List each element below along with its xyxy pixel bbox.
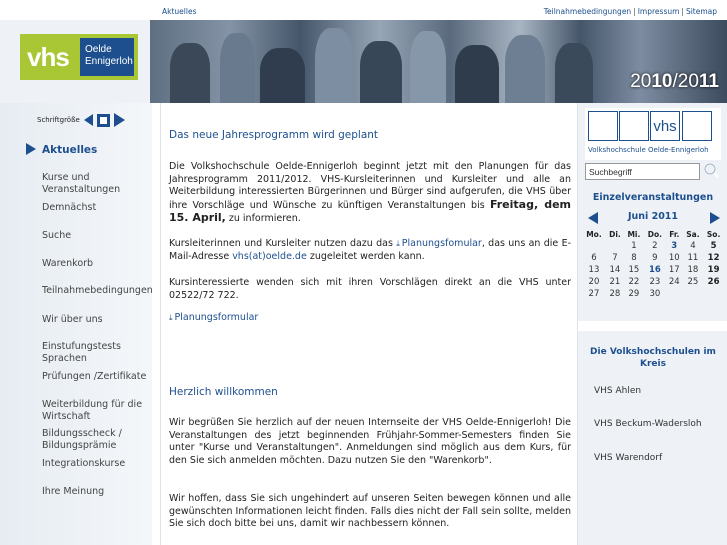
calendar-empty-cell xyxy=(683,288,704,300)
paragraph-text: Kursleiterinnen und Kursleiter nutzen dazu das xyxy=(169,238,397,249)
paragraph-text: , das uns an die E-Mail-Adresse xyxy=(169,238,571,262)
nav-item-wir-ueber-uns[interactable]: Wir über uns xyxy=(42,314,103,325)
calendar-day: 8 xyxy=(631,253,637,263)
paragraph-text: Die Volkshochschule Oelde-Ennigerloh beginnt jetzt mit den Planungen für das Jahresprogramm 2011/2012. VHS-Kursleiterinnen und Kursleiter und alle an Weiterbildung interessierten Bürgerinnen und Bürger sind aufgerufen, die VHS über ihre Vorschläge und Wünsche zu künftigen Veranstaltungen bis xyxy=(169,161,571,211)
download-icon: ⤓ xyxy=(169,313,173,322)
logo-caption: Volkshochschule Oelde-Ennigerloh xyxy=(588,146,709,154)
weekday-header: Mi. xyxy=(627,229,641,239)
planungsformular-inline-link[interactable] xyxy=(396,238,482,249)
logo-name-box xyxy=(80,38,134,76)
article-title-willkommen: Herzlich willkommen xyxy=(169,386,278,398)
calendar-day-event[interactable]: 3 xyxy=(671,241,678,251)
font-smaller-icon[interactable] xyxy=(84,114,93,126)
calendar-day: 10 xyxy=(668,253,680,263)
calendar-day: 25 xyxy=(687,277,699,287)
calendar-day: 26 xyxy=(707,277,720,287)
search-input[interactable] xyxy=(585,163,700,180)
calendar-day: 22 xyxy=(628,277,640,287)
calendar-week xyxy=(582,288,724,300)
article-paragraph xyxy=(169,161,571,226)
nav-item-teilnahmebedingungen[interactable]: Teilnahmebedingungen xyxy=(42,285,153,296)
calendar-day-event[interactable]: 16 xyxy=(648,265,661,275)
calendar-month-label: Juni 2011 xyxy=(627,211,679,222)
header-banner xyxy=(0,20,727,103)
logo-vhs-text: vhs xyxy=(27,42,69,72)
kreis-link-beckum[interactable]: VHS Beckum-Wadersloh xyxy=(594,419,702,429)
nav-item-demnaechst[interactable]: Demnächst xyxy=(42,202,97,213)
right-sidebar xyxy=(577,103,727,545)
calendar-week xyxy=(582,276,724,288)
calendar-day: 5 xyxy=(710,241,717,251)
download-icon: ⤓ xyxy=(396,239,400,248)
article-title-jahresprogramm: Das neue Jahresprogramm wird geplant xyxy=(169,129,379,141)
kreis-link-ahlen[interactable]: VHS Ahlen xyxy=(594,386,642,396)
nav-item-einstufungstests[interactable]: Einstufungstests Sprachen xyxy=(42,341,121,364)
calendar-day: 15 xyxy=(628,265,640,275)
calendar-day: 11 xyxy=(687,253,699,263)
calendar-day: 27 xyxy=(588,289,600,299)
weekday-header: Mo. xyxy=(586,229,602,239)
events-title: Einzelveranstaltungen xyxy=(592,192,714,203)
font-size-control xyxy=(37,113,125,127)
download-paragraph xyxy=(169,312,571,325)
calendar-day: 6 xyxy=(591,253,597,263)
calendar-day: 24 xyxy=(668,277,680,287)
calendar-day: 14 xyxy=(609,265,621,275)
calendar-empty-cell xyxy=(703,288,724,300)
year-part: 11 xyxy=(698,71,719,92)
active-arrow-icon xyxy=(26,143,36,155)
weekday-header: So. xyxy=(706,229,721,239)
calendar-day: 1 xyxy=(631,241,637,251)
calendar-day: 23 xyxy=(649,277,661,287)
search-icon[interactable] xyxy=(703,162,720,179)
year-label xyxy=(630,71,719,93)
logo-box xyxy=(588,111,618,141)
left-sidebar xyxy=(0,103,152,545)
article-paragraph: Wir begrüßen Sie herzlich auf der neuen Internseite der VHS Oelde-Ennigerloh! Die Veranstaltungen des jetzt beginnenden Frühjahr-Sommer-Semesters finden Sie unter "Kurse und Veranstaltungen". Anmeldungen sind möglich aus dem Kurs, für den Sie sich anmelden möchten. Dazu nutzen Sie den "Warenkorb". xyxy=(169,417,571,466)
weekday-header: Sa. xyxy=(686,229,700,239)
article-paragraph: Wir hoffen, dass Sie sich ungehindert auf unseren Seiten bewegen können und alle gewünschten Informationen leicht finden. Falls dies nicht der Fall sein sollte, melden Sie sich doch bitte bei uns, damit wir nachbessern können. xyxy=(169,493,571,529)
top-link-bar xyxy=(0,0,727,20)
email-link[interactable]: vhs(at)oelde.de xyxy=(232,250,307,262)
year-part: 10 xyxy=(651,71,673,92)
nav-item-bildungsscheck[interactable]: Bildungsscheck / Bildungsprämie xyxy=(42,428,122,451)
font-size-label: Schriftgröße xyxy=(37,116,80,124)
font-larger-icon[interactable] xyxy=(114,113,125,127)
vhs-logo[interactable] xyxy=(20,34,138,80)
calendar-empty-cell xyxy=(582,240,606,252)
calendar-day: 12 xyxy=(707,253,720,263)
divider xyxy=(578,321,727,331)
calendar-day: 21 xyxy=(609,277,621,287)
service-links: Teilnahmebedingungen | Impressum | Sitemap xyxy=(543,7,717,16)
calendar-day: 29 xyxy=(628,289,640,299)
event-calendar xyxy=(582,228,724,300)
weekday-header: Di. xyxy=(609,229,621,239)
calendar-week xyxy=(582,264,724,276)
top-link-impressum[interactable]: Impressum xyxy=(637,7,680,16)
article-paragraph: Kursinteressierte wenden sich mit ihren Vorschlägen direkt an die VHS unter 02522/72 722. xyxy=(169,277,571,301)
article-paragraph xyxy=(169,238,571,263)
top-link-teilnahmebedingungen[interactable]: Teilnahmebedingungen xyxy=(543,7,632,16)
top-link-sitemap[interactable]: Sitemap xyxy=(685,7,717,16)
calendar-day: 30 xyxy=(649,289,661,299)
calendar-month-nav xyxy=(578,211,727,225)
calendar-day: 17 xyxy=(668,265,680,275)
calendar-day: 4 xyxy=(690,241,696,251)
calendar-empty-cell xyxy=(606,240,624,252)
nav-item-aktuelles[interactable]: Aktuelles xyxy=(42,144,98,156)
year-separator: / xyxy=(672,71,678,92)
logo-box xyxy=(682,111,712,141)
year-part: 20 xyxy=(677,71,699,92)
calendar-empty-cell xyxy=(666,288,683,300)
paragraph-text: zu informieren. xyxy=(225,213,301,224)
nav-item-suche[interactable]: Suche xyxy=(42,230,72,241)
top-link-aktuelles[interactable]: Aktuelles xyxy=(162,7,197,16)
nav-item-weiterbildung[interactable]: Weiterbildung für die Wirtschaft xyxy=(42,399,143,422)
logo-box xyxy=(619,111,649,141)
next-month-icon[interactable] xyxy=(710,212,720,224)
kreis-link-warendorf[interactable]: VHS Warendorf xyxy=(594,453,663,463)
calendar-week xyxy=(582,252,724,264)
logo-name-line2: Ennigerloh xyxy=(85,56,133,67)
calendar-day: 7 xyxy=(612,253,618,263)
planungsformular-download-link[interactable] xyxy=(169,312,258,323)
calendar-day: 28 xyxy=(609,289,621,299)
kreis-title: Die Volkshochschulen im Kreis xyxy=(590,347,716,369)
deadline-text: Freitag, dem 15. April, xyxy=(169,197,571,224)
nav-item-kurse[interactable]: Kurse und Veranstaltungen xyxy=(42,172,121,195)
calendar-day: 18 xyxy=(687,265,699,275)
logo-vhs-text: vhs xyxy=(650,111,680,141)
calendar-day: 2 xyxy=(652,241,658,251)
link-label: Planungsfomular xyxy=(401,238,482,249)
weekday-header: Do. xyxy=(647,229,662,239)
font-reset-icon[interactable] xyxy=(97,114,110,127)
year-part: 20 xyxy=(630,71,652,92)
calendar-day: 19 xyxy=(707,265,720,275)
logo-name-line1: Oelde xyxy=(85,44,112,55)
calendar-week xyxy=(582,240,724,252)
nav-item-integrationskurse[interactable]: Integrationskurse xyxy=(42,458,126,469)
nav-item-warenkorb[interactable]: Warenkorb xyxy=(42,258,94,269)
nav-item-ihre-meinung[interactable]: Ihre Meinung xyxy=(42,486,105,497)
weekday-header: Fr. xyxy=(669,229,680,239)
main-content xyxy=(160,103,576,545)
link-label: Planungsformular xyxy=(174,312,259,323)
calendar-day: 13 xyxy=(588,265,600,275)
paragraph-text: zugeleitet werden kann. xyxy=(306,250,425,262)
calendar-day: 20 xyxy=(588,277,600,287)
nav-item-pruefungen[interactable]: Prüfungen /Zertifikate xyxy=(42,371,147,382)
vhs-small-logo[interactable] xyxy=(585,108,721,160)
calendar-day: 9 xyxy=(652,253,658,263)
